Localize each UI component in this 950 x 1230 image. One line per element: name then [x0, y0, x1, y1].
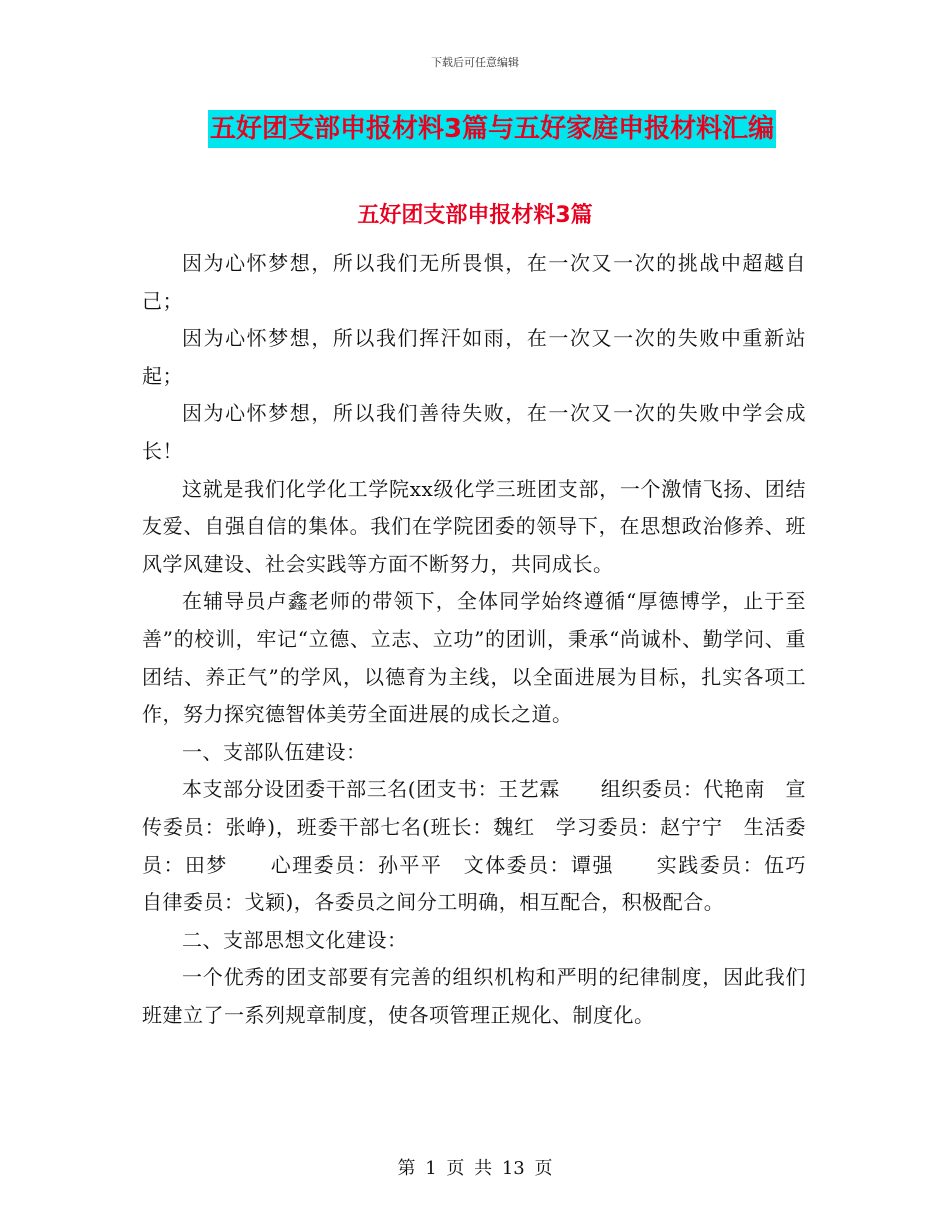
- document-body: [142, 245, 847, 1034]
- section-title: 五好团支部申报材料3篇: [357, 203, 593, 228]
- paragraph-2: 因为心怀梦想，所以我们挥汗如雨，在一次又一次的失败中重新站起；: [142, 326, 806, 388]
- paragraph-3: 因为心怀梦想，所以我们善待失败，在一次又一次的失败中学会成长！: [142, 401, 806, 463]
- paragraph-members: 本支部分设团委干部三名(团支书：王艺霖 组织委员：代艳南 宣传委员：张峥)，班委干部七名(班长：魏红 学习委员：赵宁宁 生活委员：田梦 心理委员：孙平平 文体委员：谭强 实践委员：伍巧 自律委员：戈颖)，各委员之间分工明确，相互配合，积极配合。: [142, 777, 847, 915]
- heading-culture-building: 二、支部思想文化建设：: [182, 927, 408, 952]
- paragraph-5: 在辅导员卢鑫老师的带领下，全体同学始终遵循“厚德博学，止于至善”的校训，牢记“立德、立志、立功”的团训，秉承“尚诚朴、勤学问、重团结、养正气”的学风，以德育为主线，以全面进展为目标，扎实各项工作，努力探究德智体美劳全面进展的成长之道。: [142, 589, 806, 727]
- paragraph-rules: 一个优秀的团支部要有完善的组织机构和严明的纪律制度，因此我们班建立了一系列规章制度，使各项管理正规化、制度化。: [142, 965, 806, 1027]
- paragraph-4: 这就是我们化学化工学院xx级化学三班团支部，一个激情飞扬、团结友爱、自强自信的集体。我们在学院团委的领导下，在思想政治修养、班风学风建设、社会实践等方面不断努力，共同成长。: [142, 476, 806, 576]
- header-note: 下载后可任意编辑: [431, 56, 519, 69]
- paragraph-1: 因为心怀梦想，所以我们无所畏惧，在一次又一次的挑战中超越自己；: [142, 251, 806, 313]
- heading-team-building: 一、支部队伍建设：: [182, 739, 367, 764]
- page-number-footer: 第 1 页 共 13 页: [397, 1158, 553, 1179]
- document-title: 五好团支部申报材料3篇与五好家庭申报材料汇编: [208, 110, 776, 148]
